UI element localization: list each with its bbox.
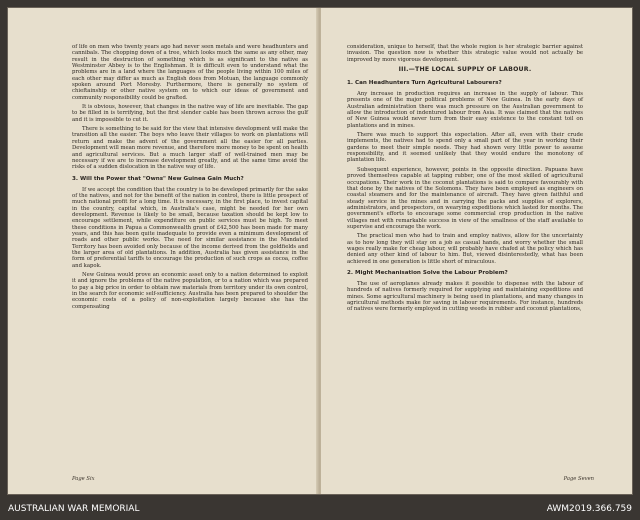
left-column	[72, 44, 308, 313]
left-page	[8, 8, 319, 494]
paragraph: The use of aeroplanes already makes it possible to dispense with the labour of hundreds of natives formerly required for supplying and maintaining expeditions and mines. Some agricultural machinery is being used in plantations, and many changes in agricultural methods make for saving in labour requirements. For instance, hundreds of natives were formerly employed in cutting weeds in rubber and coconut plantations,	[347, 280, 583, 313]
section-heading: 3. Will the Power that "Owns" New Guinea Gain Much?	[72, 175, 244, 182]
paragraph: Subsequent experience, however, points in the opposite direction. Papuans have proved themselves capable at tapping rubber, one of the most skilled of agricultural occupations. Their work in the coconut plantations is said to compare favourably with that done by the natives of the Solomons. They have been employed as engineers on coastal steamers and for the maintenance of aircraft. They have given faithful and steady service in the mines and in carrying the packs and supplies of explorers, administrators, and prospectors, on wearying expeditions which lasted for months. The government's efforts to encourage some commercial crop production in the native villages met with remarkable success in view of the smallness of the staff available to supervise and encourage the work.	[347, 166, 583, 230]
paragraph: There is something to be said for the view that intensive development will make the transition all the easier. The boys who leave their villages to work on plantations will return and make the advent of the government all the easier for all parties. Development will mean more revenue, and therefore more money to be spent on health and agricultural services. But a much larger staff of well-trained men may be necessary if we are to increase development greatly, and at the same time avoid the risks of a sudden dislocation in the native way of life.	[72, 126, 308, 171]
booklet-spread	[8, 8, 632, 494]
page-number-right: Page Seven	[563, 476, 594, 482]
section-heading: 2. Might Mechanisation Solve the Labour Problem?	[347, 269, 508, 276]
paragraph: New Guinea would prove an economic asset only to a nation determined to exploit it and ignore the problems of the native population, or to a nation which was prepared to pay a big price in order to obtain raw materials from territory under its own control, in the search for economic self-sufficiency. Australia has been prepared to shoulder the economic costs of a policy of non-exploitation largely because she has the compensating	[72, 272, 308, 310]
paragraph: of life on men who twenty years ago had never seen metals and were headhunters and cannibals. The chopping down of a tree, which looks much the same as any other, may result in the destruction of something which is as significant to the native as Westminster Abbey is to the Englishman. It is difficult even to understand what the problems are in a land where the languages of the people living within 100 miles of each other may differ as much as English does from Motuan, the language commonly spoken around Port Moresby. Furthermore, there is generally no system of chieftainship or other native system on to which our ideas of government and community responsibility could be grafted.	[72, 44, 308, 101]
accession-number: AWM2019.366.759	[546, 504, 632, 514]
paragraph: consideration, unique to herself, that the whole region is her strategic barrier against invasion. The question now is whether this strategic value would not actually be improved by more vigorous development.	[347, 44, 583, 63]
paragraph: The practical men who had to train and employ natives, allow for the uncertainty as to how long they will stay on a job as casual hands, and worry whether the small wages really make for cheap labour, will probably have chafed at the policy which has denied any other kind of labour to him. But, viewed disinterestedly, what has been achieved in one generation is little short of miraculous.	[347, 233, 583, 265]
archive-footer	[0, 500, 640, 520]
section-heading: 1. Can Headhunters Turn Agricultural Labourers?	[347, 80, 502, 87]
paragraph: It is obvious, however, that changes in the native way of life are inevitable. The gap to be filled in is terrifying, but the first slender cable has been thrown across the gulf and it is impossible to cut it.	[72, 104, 308, 123]
paragraph: Any increase in production requires an increase in the supply of labour. This presents one of the major political problems of New Guinea. In the early days of Australian administration there was much pressure on the Australian government to allow the introduction of indentured labour from Asia. It was claimed that the natives of New Guinea would never turn from their easy existence to the constant toil on plantations and in mines.	[347, 91, 583, 129]
page-number-left: Page Six	[72, 476, 95, 482]
right-column	[347, 44, 583, 316]
institution-name: AUSTRALIAN WAR MEMORIAL	[8, 504, 140, 514]
paragraph: If we accept the condition that the country is to be developed primarily for the sake of the natives, and not for the benefit of the nation in control, there is little prospect of much national profit for a long time. It is necessary, in the first place, to invest capital in the country, capital which, in Australia's case, might be needed for her own development. Revenue is likely to be small, because taxation should be kept low to encourage settlement, while expenditure on public services must be high. To meet these conditions in Papua a Commonwealth grant of £42,500 has been made for many years, and this has been quite inadequate to provide even a minimum development of roads and other public works. The need for similar assistance in the Mandated Territory has been avoided only because of the income derived from the goldfields and the larger area of old plantations. In addition, Australia has given assistance in the form of preferential tariffs to encourage the production of such crops as cocoa, coffee and kapok.	[72, 186, 308, 269]
right-page	[321, 8, 632, 494]
paragraph: There was much to support this expectation. After all, even with their crude implements, the natives had to spend only a small part of the year in working their gardens to meet their simple needs. They had shown very little power to assume responsibility, and it seemed unlikely that they would endure the monotony of plantation life.	[347, 132, 583, 164]
chapter-title: III.—THE LOCAL SUPPLY OF LABOUR.	[398, 66, 532, 74]
